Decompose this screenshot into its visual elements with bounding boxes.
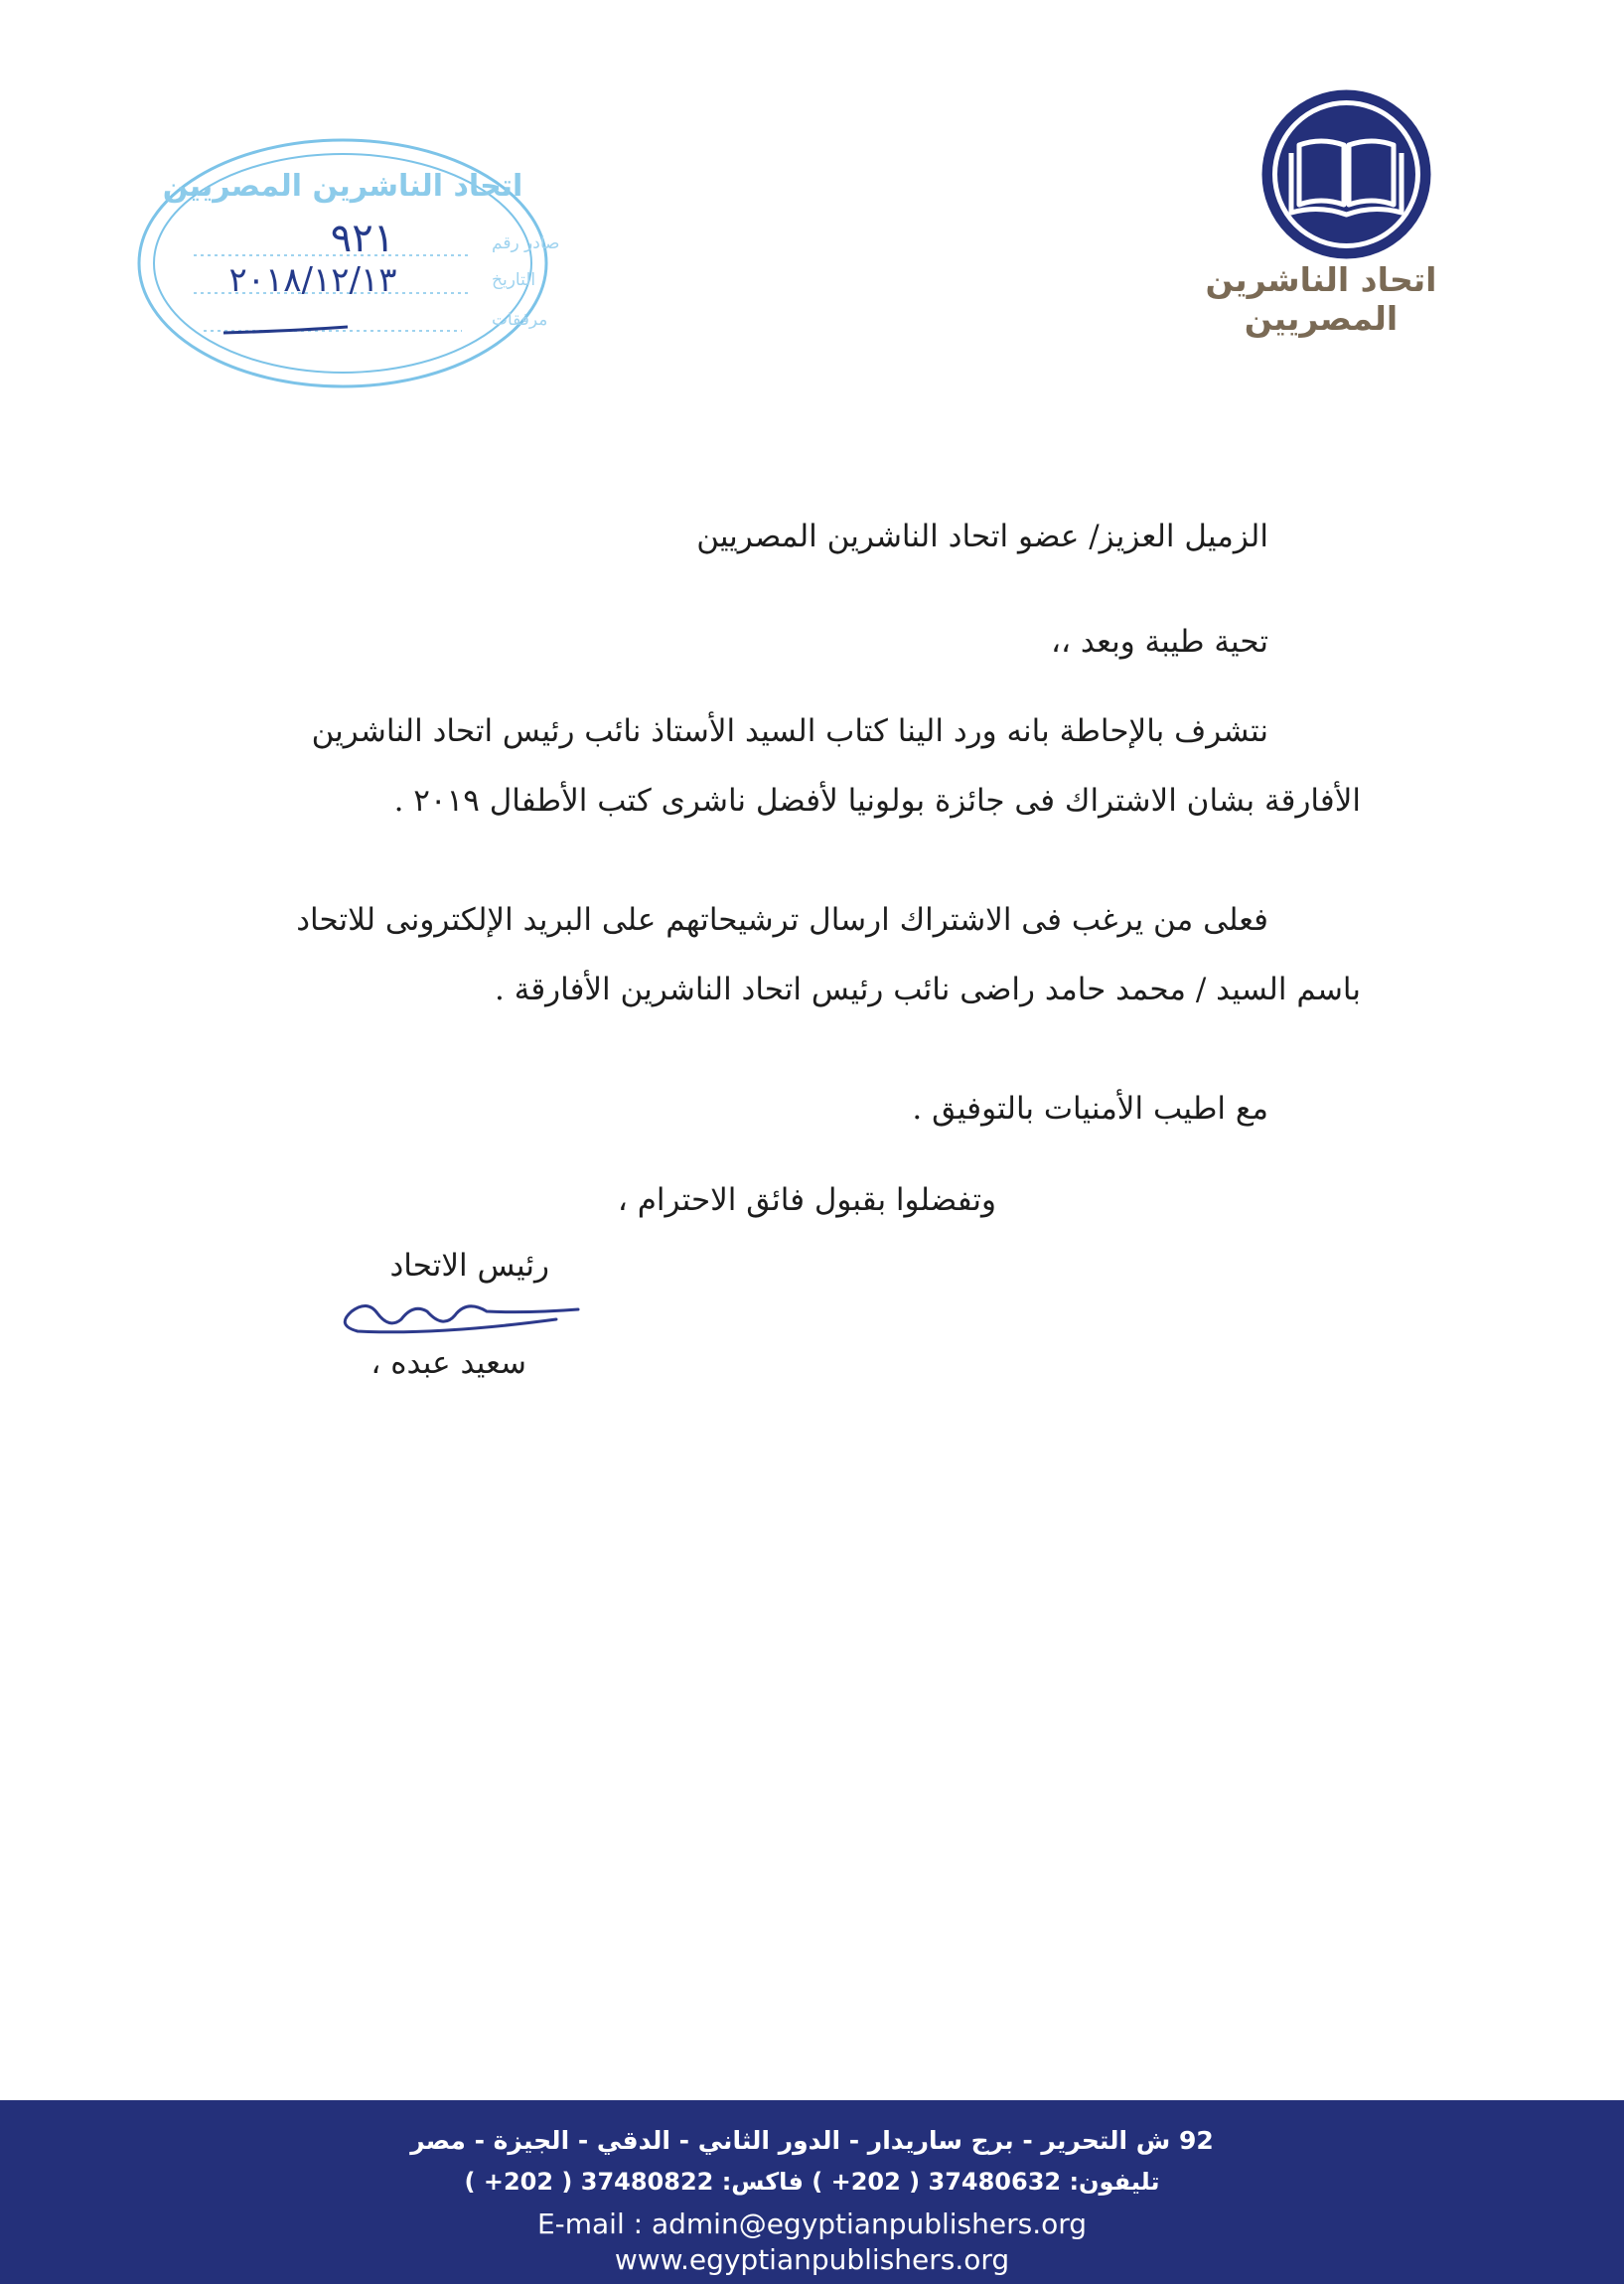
paragraph-2-line-2: باسم السيد / محمد حامد راضى نائب رئيس اتحاد الناشرين الأفارقة . <box>495 972 1361 1007</box>
org-name: اتحاد الناشرين المصريين <box>1205 260 1437 338</box>
footer-website: www.egyptianpublishers.org <box>614 2243 1010 2276</box>
stamp-attachments-label: مرفقات <box>492 310 548 330</box>
stamp-number-value: ٩٢١ <box>330 216 395 261</box>
paragraph-1-line-1: نتشرف بالإحاطة بانه ورد الينا كتاب السيد الأستاذ نائب رئيس اتحاد الناشرين <box>311 713 1268 749</box>
salutation: الزميل العزيز/ عضو اتحاد الناشرين المصريين <box>696 519 1268 554</box>
paragraph-2-line-1: فعلى من يرغب فى الاشتراك ارسال ترشيحاتهم على البريد الإلكترونى للاتحاد <box>296 902 1268 938</box>
footer-address: 92 ش التحرير - برج ساريدار - الدور الثاني - الدقي - الجيزة - مصر <box>410 2126 1214 2155</box>
open-book-icon <box>1259 87 1433 261</box>
signature <box>318 1290 586 1349</box>
greeting: تحية طيبة وبعد ،، <box>1050 624 1268 660</box>
signer-title: رئيس الاتحاد <box>389 1248 549 1284</box>
signer-name: سعيد عبده ، <box>370 1345 526 1381</box>
stamp-org: اتحاد الناشرين المصريين <box>162 169 523 204</box>
paragraph-1-line-2: الأفارقة بشان الاشتراك فى جائزة بولونيا لأفضل ناشرى كتب الأطفال ٢٠١٩ . <box>393 783 1361 819</box>
footer-phone-fax: تليفون: 37480632 ( 202+ ) فاكس: 37480822 ( 202+ ) <box>464 2168 1160 2196</box>
official-stamp <box>134 134 560 392</box>
wishes: مع اطيب الأمنيات بالتوفيق . <box>912 1091 1268 1127</box>
closing: وتفضلوا بقبول فائق الاحترام ، <box>617 1182 996 1218</box>
stamp-date-value: ٢٠١٨/١٢/١٣ <box>228 260 397 300</box>
stamp-number-label: صادر رقم <box>492 233 560 253</box>
footer-email: E-mail : admin@egyptianpublishers.org <box>536 2208 1088 2240</box>
stamp-date-label: التاريخ <box>492 270 536 290</box>
